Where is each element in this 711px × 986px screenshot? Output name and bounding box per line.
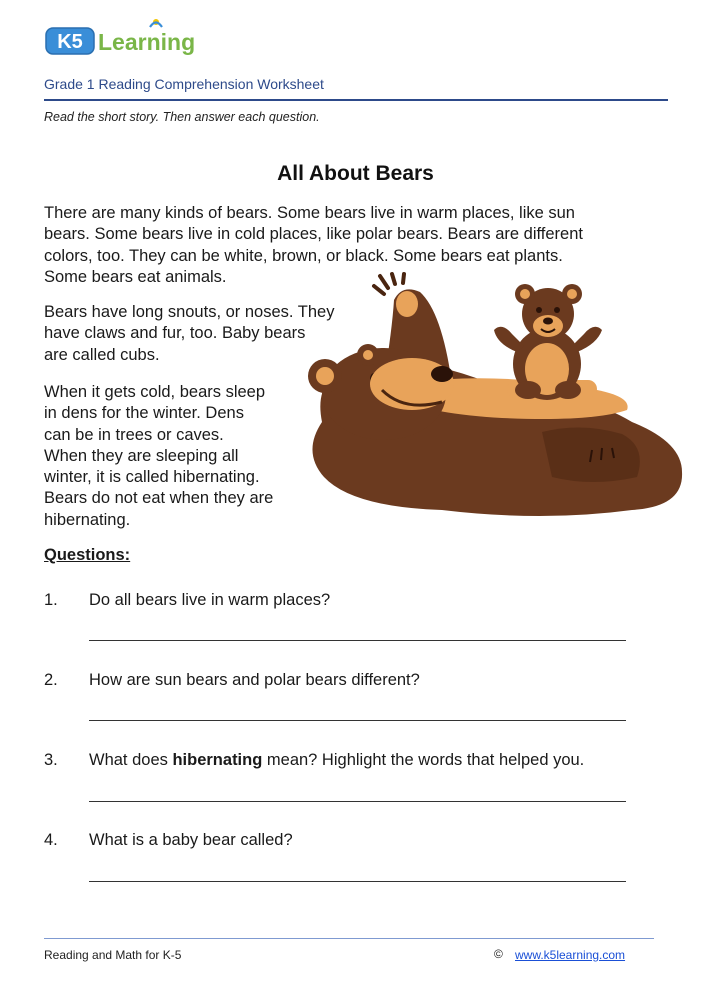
story-line: can be in trees or caves. — [44, 425, 224, 444]
header-divider — [44, 99, 668, 101]
story-paragraph-3 — [44, 382, 299, 531]
questions-heading: Questions: — [44, 546, 131, 564]
question-number: 4. — [44, 831, 58, 849]
story-line: colors, too. They can be white, brown, or black. Some bears eat plants. — [44, 246, 563, 265]
question-keyword: hibernating — [172, 751, 263, 769]
question-text: How are sun bears and polar bears different? — [89, 671, 420, 689]
svg-text:Learning: Learning — [98, 29, 196, 55]
answer-line[interactable] — [89, 720, 626, 721]
story-line: There are many kinds of bears. Some bears live in warm places, like sun — [44, 204, 575, 222]
copyright-symbol: © — [494, 947, 503, 961]
answer-line[interactable] — [89, 640, 626, 641]
bear-and-cub-illustration — [292, 272, 688, 534]
k5-learning-logo — [44, 16, 214, 60]
story-line: winter, it is called hibernating. — [44, 468, 260, 487]
instructions: Read the short story. Then answer each question. — [44, 110, 320, 124]
story-line: When they are sleeping all — [44, 446, 239, 465]
question-text: What is a baby bear called? — [89, 831, 293, 849]
question-text: Do all bears live in warm places? — [89, 591, 331, 609]
story-line: Bears have long snouts, or noses. They — [44, 303, 335, 321]
question-text-part: mean? Highlight the words that helped you. — [262, 751, 585, 769]
answer-line[interactable] — [89, 881, 626, 882]
question-text — [89, 751, 584, 770]
story-line: in dens for the winter. Dens — [44, 404, 244, 423]
footer-divider — [44, 938, 654, 939]
footer-tagline: Reading and Math for K-5 — [44, 948, 182, 962]
story-title: All About Bears — [277, 162, 434, 185]
story-line: are called cubs. — [44, 345, 160, 364]
story-line: Bears do not eat when they are — [44, 489, 274, 508]
question-number: 3. — [44, 751, 58, 769]
story-line: When it gets cold, bears sleep — [44, 383, 266, 401]
svg-text:K5: K5 — [57, 31, 83, 53]
story-line: hibernating. — [44, 510, 131, 529]
question-number: 1. — [44, 591, 58, 609]
worksheet-subtitle: Grade 1 Reading Comprehension Worksheet — [44, 76, 324, 92]
story-line: have claws and fur, too. Baby bears — [44, 324, 306, 343]
story-line: bears. Some bears live in cold places, like polar bears. Bears are different — [44, 225, 583, 244]
story-line: Some bears eat animals. — [44, 267, 227, 286]
question-text-part: What does — [89, 751, 173, 769]
website-link[interactable]: www.k5learning.com — [515, 948, 626, 962]
question-number: 2. — [44, 671, 58, 689]
answer-line[interactable] — [89, 801, 626, 802]
